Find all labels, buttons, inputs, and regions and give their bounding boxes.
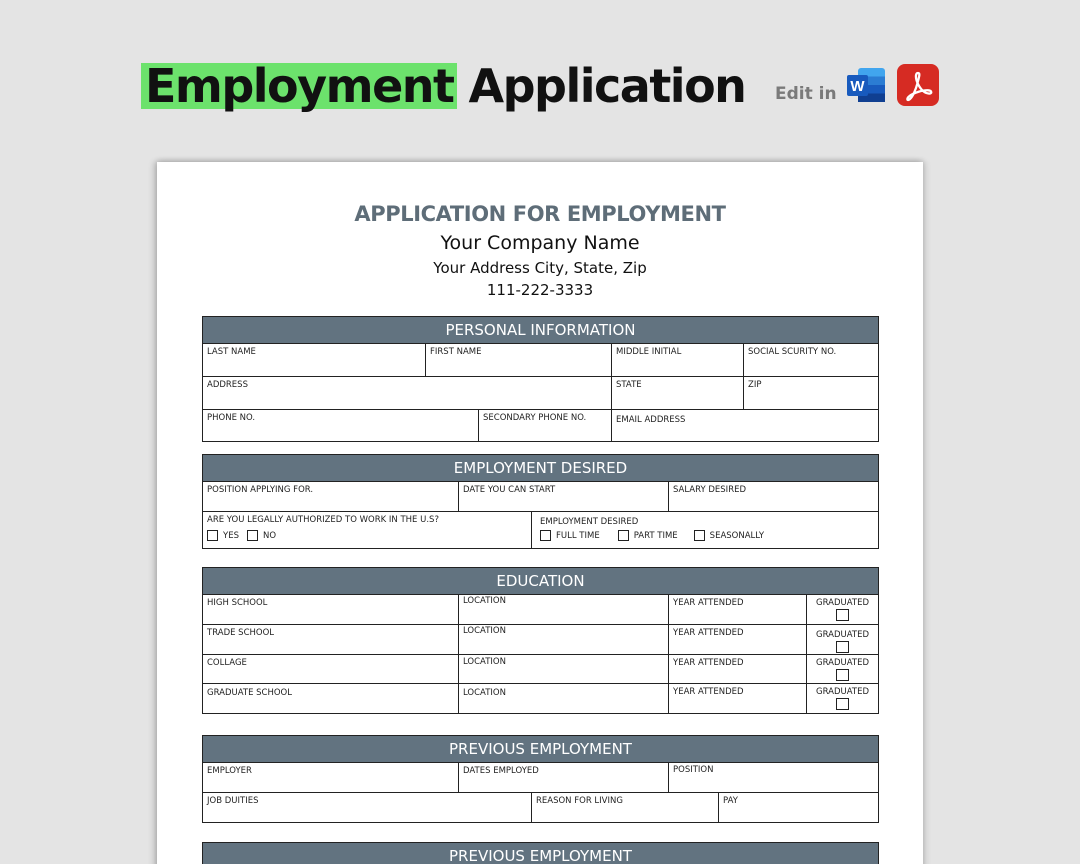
option-label: NO (262, 530, 277, 541)
section-header: PERSONAL INFORMATION (203, 317, 878, 344)
college-field[interactable]: COLLAGE (207, 658, 247, 668)
location-field[interactable]: LOCATION (458, 595, 668, 624)
reason-for-leaving-field[interactable]: REASON FOR LIVING (531, 793, 718, 822)
word-icon-letter: W (850, 78, 865, 95)
work-authorization-label: ARE YOU LEGALLY AUTHORIZED TO WORK IN THE U.S? (207, 515, 439, 525)
section-header: PREVIOUS EMPLOYMENT (203, 736, 878, 763)
graduated-field[interactable] (806, 595, 878, 624)
graduated-label: GRADUATED (816, 598, 869, 608)
graduate-school-field[interactable]: GRADUATE SCHOOL (207, 688, 292, 698)
trade-school-field[interactable]: TRADE SCHOOL (207, 628, 275, 638)
full-time-option[interactable] (540, 530, 600, 541)
graduated-checkbox[interactable] (836, 698, 849, 710)
section-header: EMPLOYMENT DESIRED (203, 455, 878, 482)
location-field[interactable]: LOCATION (458, 625, 668, 654)
previous-employment-section (202, 735, 879, 823)
authorized-yes-option[interactable] (207, 530, 239, 541)
checkbox[interactable] (694, 530, 705, 541)
hero-title (141, 55, 745, 117)
hero-title-rest: Application (468, 59, 746, 113)
year-attended-field[interactable]: YEAR ATTENDED (668, 655, 806, 683)
ssn-field[interactable]: SOCIAL SCURITY NO. (743, 344, 878, 376)
hero-title-highlight: Employment (141, 63, 457, 109)
previous-employment-section-2 (202, 842, 879, 864)
graduated-checkbox[interactable] (836, 641, 849, 653)
personal-information-section (202, 316, 879, 442)
option-label: SEASONALLY (709, 530, 765, 541)
work-authorization-field (203, 512, 531, 548)
employment-desired-section (202, 454, 879, 549)
company-address: Your Address City, State, Zip (433, 259, 647, 277)
option-label: YES (223, 530, 239, 541)
graduated-label: GRADUATED (816, 658, 869, 668)
address-field[interactable]: ADDRESS (207, 380, 248, 390)
section-header: PREVIOUS EMPLOYMENT (203, 843, 878, 864)
secondary-phone-field[interactable]: SECONDARY PHONE NO. (478, 410, 611, 441)
graduated-label: GRADUATED (816, 687, 869, 697)
phone-field[interactable]: PHONE NO. (207, 413, 256, 423)
application-paper (157, 162, 923, 864)
year-attended-field[interactable]: YEAR ATTENDED (668, 625, 806, 654)
graduated-field[interactable] (806, 684, 878, 713)
last-name-field[interactable]: LAST NAME (207, 347, 256, 357)
year-attended-field[interactable]: YEAR ATTENDED (668, 684, 806, 713)
edit-in-label: Edit in (775, 84, 837, 104)
graduated-field[interactable] (806, 655, 878, 683)
option-label: PART TIME (633, 530, 678, 541)
zip-field[interactable]: ZIP (743, 377, 878, 409)
salary-field[interactable]: SALARY DESIRED (668, 482, 878, 511)
graduated-checkbox[interactable] (836, 609, 849, 621)
authorized-no-option[interactable] (247, 530, 276, 541)
education-section (202, 567, 879, 714)
pay-field[interactable]: PAY (718, 793, 878, 822)
part-time-option[interactable] (618, 530, 678, 541)
employment-type-field (531, 512, 878, 548)
checkbox[interactable] (618, 530, 629, 541)
first-name-field[interactable]: FIRST NAME (425, 344, 611, 376)
graduated-checkbox[interactable] (836, 669, 849, 681)
high-school-field[interactable]: HIGH SCHOOL (207, 598, 268, 608)
employment-type-label: EMPLOYMENT DESIRED (540, 517, 639, 527)
state-field[interactable]: STATE (611, 377, 743, 409)
employer-field[interactable]: EMPLOYER (207, 766, 252, 776)
position-field[interactable]: POSITION (668, 763, 878, 792)
middle-initial-field[interactable]: MIDDLE INITIAL (611, 344, 743, 376)
hero-header (0, 55, 1080, 117)
graduated-label: GRADUATED (816, 630, 869, 640)
graduated-field[interactable] (806, 625, 878, 654)
dates-employed-field[interactable]: DATES EMPLOYED (458, 763, 668, 792)
seasonally-option[interactable] (694, 530, 764, 541)
pdf-icon[interactable] (897, 64, 939, 106)
company-phone: 111-222-3333 (486, 281, 594, 299)
job-duties-field[interactable]: JOB DUITIES (207, 796, 259, 806)
document-title: APPLICATION FOR EMPLOYMENT (354, 202, 726, 226)
section-header: EDUCATION (203, 568, 878, 595)
location-field[interactable]: LOCATION (458, 684, 668, 713)
checkbox[interactable] (540, 530, 551, 541)
email-field[interactable]: EMAIL ADDRESS (611, 410, 878, 441)
year-attended-field[interactable]: YEAR ATTENDED (668, 595, 806, 624)
checkbox[interactable] (247, 530, 258, 541)
location-field[interactable]: LOCATION (458, 655, 668, 683)
start-date-field[interactable]: DATE YOU CAN START (458, 482, 668, 511)
company-name: Your Company Name (440, 232, 640, 254)
option-label: FULL TIME (556, 530, 600, 541)
word-icon[interactable] (845, 64, 887, 106)
checkbox[interactable] (207, 530, 218, 541)
position-field[interactable]: POSITION APPLYING FOR. (207, 485, 314, 495)
